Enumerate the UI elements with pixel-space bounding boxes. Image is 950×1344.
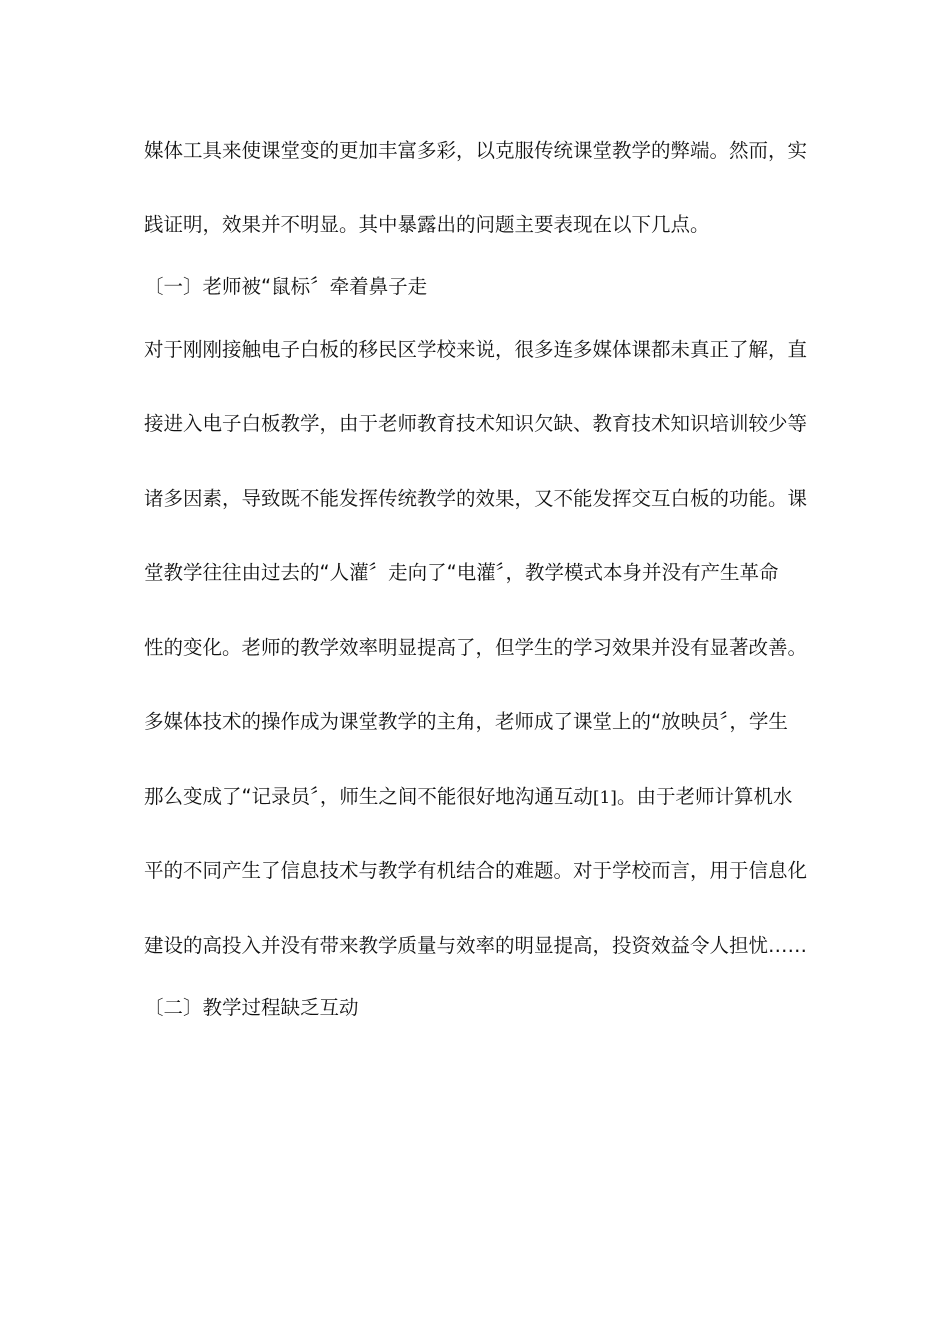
citation-reference: [1] [592, 788, 617, 808]
paragraph-line: 性的变化。老师的教学效率明显提高了，但学生的学习效果并没有显著改善。 [144, 636, 808, 659]
paragraph-line: 诸多因素，导致既不能发挥传统教学的效果，又不能发挥交互白板的功能。课 [144, 487, 808, 510]
paragraph-line: 建设的高投入并没有带来教学质量与效率的明显提高，投资效益令人担忧…… [144, 934, 808, 957]
paragraph-line: 多媒体技术的操作成为课堂教学的主角，老师成了课堂上的“放映员〞，学生 [144, 710, 788, 733]
paragraph-line: 践证明，效果并不明显。其中暴露出的问题主要表现在以下几点。 [144, 213, 710, 236]
paragraph-line: 平的不同产生了信息技术与教学有机结合的难题。对于学校而言，用于信息化 [144, 859, 808, 882]
line-text: 。由于老师计算机水 [616, 785, 793, 808]
paragraph-line [144, 785, 814, 810]
paragraph-line: 对于刚刚接触电子白板的移民区学校来说，很多连多媒体课都未真正了解，直 [144, 338, 808, 361]
section-heading: 〔二〕教学过程缺乏互动 [144, 996, 359, 1019]
paragraph-line: 堂教学往往由过去的“人灌〞走向了“电灌〞，教学模式本身并没有产生革命 [144, 561, 779, 584]
section-heading: 〔一〕老师被“鼠标〞牵着鼻子走 [144, 275, 428, 298]
paragraph-line: 媒体工具来使课堂变的更加丰富多彩，以克服传统课堂教学的弊端。然而，实 [144, 139, 808, 162]
paragraph-line: 接进入电子白板教学，由于老师教育技术知识欠缺、教育技术知识培训较少等 [144, 412, 808, 435]
line-text: 那么变成了“记录员〞，师生之间不能很好地沟通互动 [144, 785, 593, 808]
